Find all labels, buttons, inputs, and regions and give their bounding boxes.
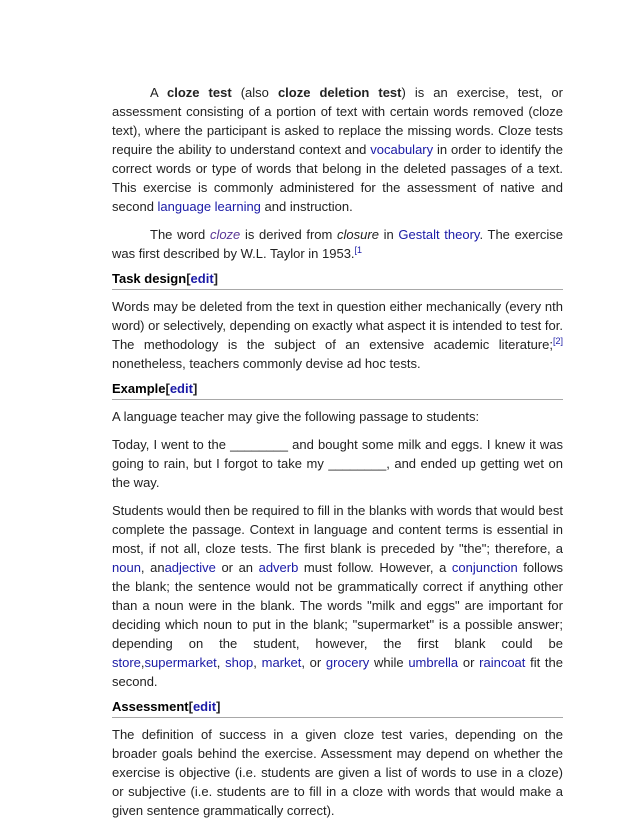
text-run: must follow. However, a <box>298 560 452 575</box>
text-run: A language teacher may give the following passage to students: <box>112 409 480 424</box>
bracket: [ <box>186 271 191 286</box>
link-raincoat[interactable]: raincoat <box>479 655 526 670</box>
link-market[interactable]: market <box>261 655 302 670</box>
text-run: ) is an exercise, test, or assessment consisting of a portion of text with certain words removed (cloze text), where the participant is asked to replace the missing words. Cloze tests require the ability to understand context and <box>112 85 563 157</box>
text-run: fit the second. <box>112 655 563 689</box>
intro-paragraph-2 <box>112 225 563 263</box>
paragraph <box>112 407 563 426</box>
bracket: [ <box>188 699 193 714</box>
link-grocery[interactable]: grocery <box>325 655 370 670</box>
bracket: ] <box>213 271 218 286</box>
article <box>112 83 563 820</box>
text-run: The definition of success in a given cloze test varies, depending on the broader goals behind the exercise. Assessment may depend on whether the exercise is objective (i.e. students are given a list of words to use in a cloze) or subjective (i.e. students are to fill in a cloze with words that would make a given sentence grammatically correct). <box>112 727 563 818</box>
text-run: Today, I went to the ________ and bought some milk and eggs. I knew it was going to rain, but I forgot to take my ________, and ended up getting wet on the way. <box>112 437 563 490</box>
intro-paragraph-1 <box>112 83 563 216</box>
text-run: is derived from <box>240 227 338 242</box>
section-heading-task-design <box>112 270 563 290</box>
link-supermarket[interactable]: supermarket <box>144 655 217 670</box>
text-run: , an <box>140 560 165 575</box>
text-run: , <box>253 655 262 670</box>
text-run: . The exercise was first described by W.L. Taylor in 1953. <box>112 227 563 261</box>
link-umbrella[interactable]: umbrella <box>408 655 459 670</box>
section-heading-assessment <box>112 698 563 718</box>
text-run: in <box>378 227 399 242</box>
text-run: (also <box>231 85 278 100</box>
section-heading-example <box>112 380 563 400</box>
link-adjective[interactable]: adjective <box>164 560 216 575</box>
bracket: ] <box>216 699 221 714</box>
text-run: , <box>216 655 226 670</box>
edit-link-assessment[interactable]: edit <box>192 699 217 714</box>
link-language-learning[interactable]: language learning <box>157 199 261 214</box>
link-2[interactable]: [2] <box>552 336 563 346</box>
link-noun[interactable]: noun <box>112 560 141 575</box>
text-run: , <box>140 655 145 670</box>
bracket: [ <box>165 381 170 396</box>
paragraph <box>112 501 563 691</box>
link-cloze[interactable]: cloze <box>209 227 241 242</box>
reference-sup <box>355 245 363 255</box>
link-1[interactable]: [1 <box>354 245 363 255</box>
text-run: or <box>458 655 480 670</box>
sections <box>112 270 563 820</box>
text-run: in order to identify the correct words or type of words that belong in the deleted passages of a text. This exercise is commonly administered for the assessment of native and second <box>112 142 563 214</box>
text-run: closure <box>337 227 379 242</box>
text-run: Words may be deleted from the text in question either mechanically (every nth word) or selectively, depending on exactly what aspect it is intended to test for. The methodology is the subject of an extensive academic literature; <box>112 299 563 352</box>
text-run: cloze deletion test <box>277 85 402 100</box>
section-title: Assessment <box>112 699 189 714</box>
section-title: Task design <box>112 271 187 286</box>
text-run: The word <box>150 227 210 242</box>
text-run: nonetheless, teachers commonly devise ad hoc tests. <box>112 356 421 371</box>
paragraph <box>112 725 563 820</box>
section-title: Example <box>112 381 166 396</box>
link-store[interactable]: store <box>112 655 141 670</box>
link-adverb[interactable]: adverb <box>258 560 299 575</box>
bracket: ] <box>192 381 198 396</box>
text-run: cloze test <box>167 85 232 100</box>
link-shop[interactable]: shop <box>225 655 254 670</box>
text-run: Students would then be required to fill in the blanks with words that would best complete the passage. Context in language and content terms is essential in most, if not all, cloze tests. The first blank is preceded by "the"; therefore, a <box>112 503 563 556</box>
paragraph <box>112 297 563 373</box>
link-vocabulary[interactable]: vocabulary <box>370 142 434 157</box>
edit-link-task-design[interactable]: edit <box>190 271 214 286</box>
link-conjunction[interactable]: conjunction <box>451 560 518 575</box>
text-run: , or <box>301 655 326 670</box>
paragraph <box>112 435 563 492</box>
text-run: A <box>150 85 167 100</box>
reference-sup <box>553 336 563 346</box>
text-run: follows the blank; the sentence would not be grammatically correct if anything other than a noun were in the blank. The words "milk and eggs" are important for deciding which noun to put in the blank; "supermarket" is a possible answer; depending on the student, however, the first blank could be <box>112 560 563 651</box>
edit-link-example[interactable]: edit <box>169 381 193 396</box>
text-run: or an <box>215 560 259 575</box>
text-run: and instruction. <box>260 199 353 214</box>
text-run: while <box>369 655 409 670</box>
link-gestalt-theory[interactable]: Gestalt theory <box>398 227 480 242</box>
